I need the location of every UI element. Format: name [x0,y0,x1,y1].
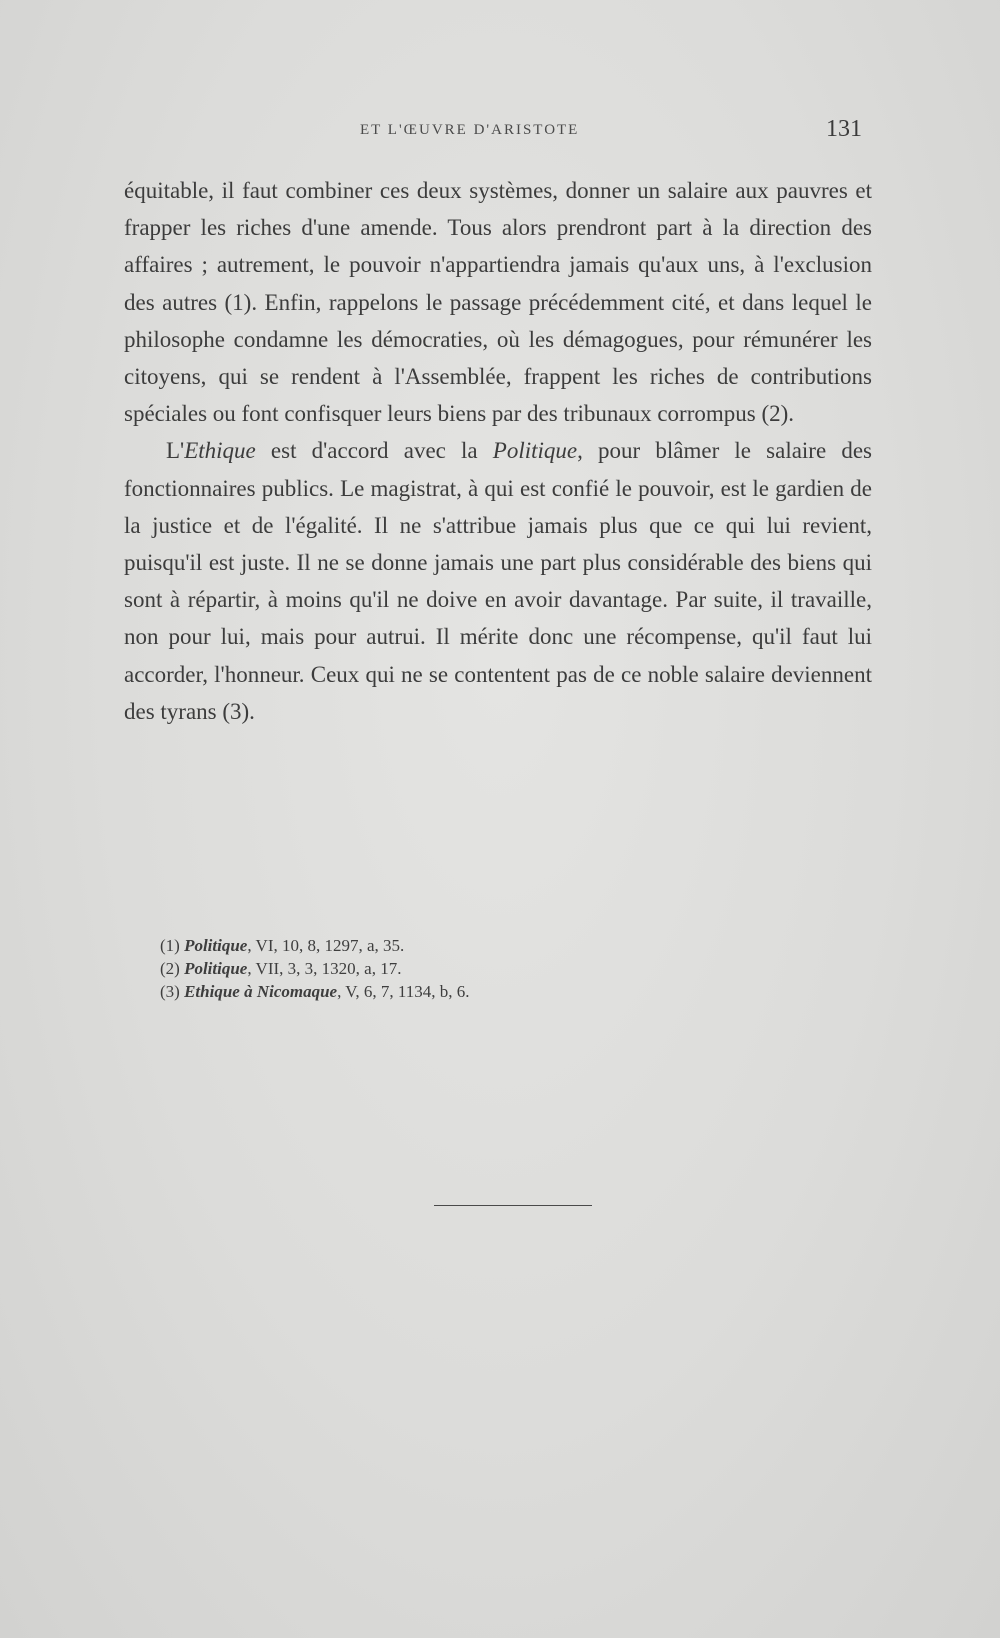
footnote-2 [160,957,800,980]
footnote-title: Politique [184,959,248,978]
footnote-ref: , V, 6, 7, 1134, b, 6. [337,982,470,1001]
paragraph-2 [124,432,872,730]
footnote-ref: , VII, 3, 3, 1320, a, 17. [247,959,402,978]
chapter-end-rule [434,1205,592,1206]
footnote-3 [160,980,800,1003]
footnote-marker: (3) [160,982,180,1001]
politique-title: Politique [492,438,578,464]
ethique-title: Ethique [184,438,256,464]
footnote-ref: , VI, 10, 8, 1297, a, 35. [247,936,405,955]
footnote-1 [160,934,800,957]
footnote-title: Ethique à Nicomaque [184,982,338,1001]
paragraph-2-part-2: est d'accord avec la [255,438,493,464]
paragraph-1: équitable, il faut combiner ces deux systèmes, donner un salaire aux pauvres et frapper les riches d'une amende. Tous alors prendront part à la direction des affaires ; autrement, le pouvoir n'appartiendra jamais qu'aux uns, à l'exclusion des autres (1). Enfin, rappelons le passage précédemment cité, et dans lequel le philosophe condamne les démocraties, où les démagogues, pour rémunérer les citoyens, qui se rendent à l'Assemblée, frappent les riches de contributions spéciales ou font confisquer leurs biens par des tribunaux corrompus (2). [124,178,872,427]
paragraph-2-part-1: L' [166,438,185,464]
body-text [124,172,872,730]
footnote-marker: (1) [160,936,180,955]
paragraph-2-part-3: , pour blâmer le salaire des fonctionnaires publics. Le magistrat, à qui est confié le pouvoir, est le gardien de la justice et de l'égalité. Il ne s'attribue jamais plus que ce qui lui revient, puisqu'il est juste. Il ne se donne jamais une part plus considérable des biens qui sont à répartir, à moins qu'il ne doive en avoir davantage. Par suite, il travaille, non pour lui, mais pour autrui. Il mérite donc une récompense, qu'il faut lui accorder, l'honneur. Ceux qui ne se contentent pas de ce noble salaire deviennent des tyrans (3). [124,438,873,724]
footnote-title: Politique [184,936,248,955]
footnote-marker: (2) [160,959,180,978]
running-title: ET L'ŒUVRE D'ARISTOTE [360,122,580,138]
footnotes [160,934,800,1003]
page-number: 131 [826,116,862,142]
